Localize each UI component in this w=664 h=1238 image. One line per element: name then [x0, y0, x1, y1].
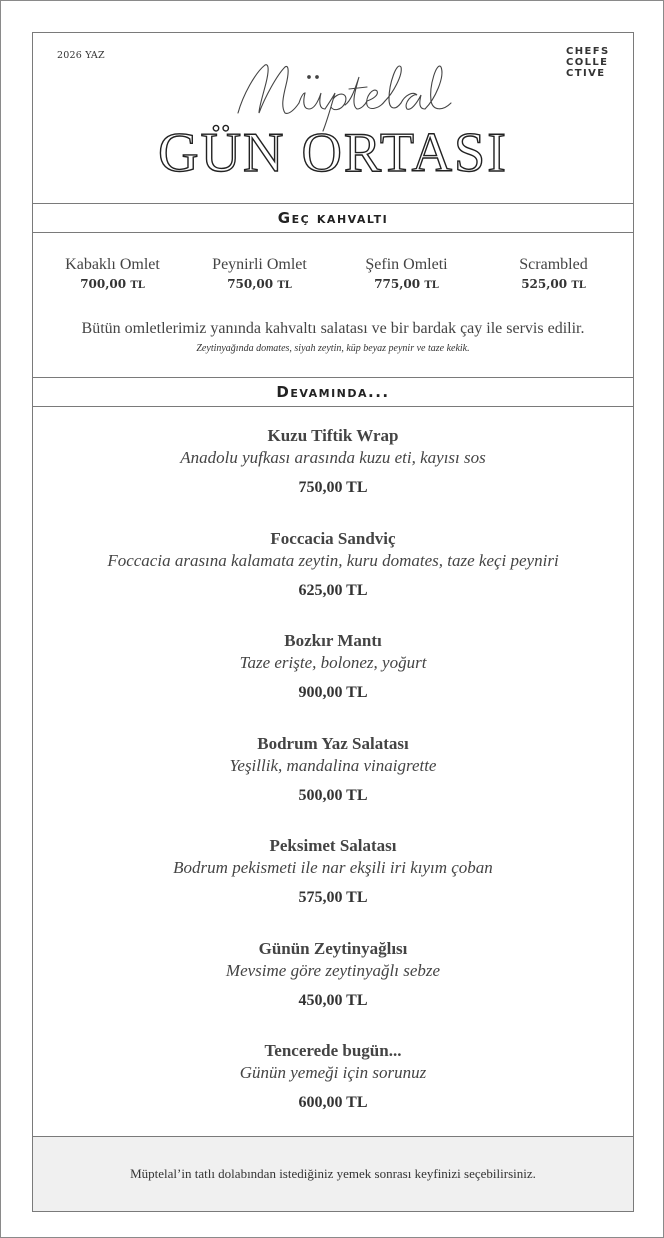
- dish-price: 600,00 TL: [298, 1094, 368, 1111]
- section-heading-mains: Devamında...: [33, 377, 633, 407]
- item-price: [39, 277, 186, 291]
- item-price: [333, 277, 480, 291]
- dish-price: 900,00 TL: [298, 684, 368, 701]
- dish-description: Mevsime göre zeytinyağlı sebze: [225, 960, 441, 980]
- page-title: GÜN ORTASI: [158, 122, 508, 184]
- brand-line: COLLE: [566, 57, 609, 68]
- list-item: [33, 630, 633, 733]
- dish-price: 750,00 TL: [298, 479, 368, 496]
- dish-description: Bodrum pekismeti ile nar ekşili iri kıyım çoban: [173, 858, 493, 877]
- dish-description: Yeşillik, mandalina vinaigrette: [229, 755, 437, 775]
- dish-price: 500,00 TL: [298, 786, 368, 804]
- dish-description: Anadolu yufkası arasında kuzu eti, kayısı sos: [180, 448, 486, 467]
- dish-name: Foccacia Sandviç: [270, 528, 396, 548]
- brand-line: CTIVE: [566, 68, 606, 79]
- list-item: [480, 256, 627, 291]
- price-currency: TL: [424, 280, 439, 291]
- price-currency: TL: [130, 280, 145, 291]
- dish-price: 450,00 TL: [298, 991, 368, 1009]
- item-name: Şefin Omleti: [365, 256, 448, 273]
- list-item: [333, 256, 480, 291]
- footer-text: Müptelal’in tatlı dolabından istediğiniz yemek sonrası keyfinizi seçebilirsiniz.: [130, 1166, 536, 1181]
- season-label: 2026 YAZ: [57, 50, 105, 61]
- list-item: [33, 528, 633, 631]
- list-item: [33, 835, 633, 938]
- list-item: [186, 256, 333, 291]
- dish-description: Günün yemeği için sorunuz: [239, 1063, 427, 1082]
- price-value: 775,00: [374, 277, 421, 291]
- dish-description: Foccacia arasına kalamata zeytin, kuru domates, taze keçi peyniri: [107, 550, 559, 570]
- item-name: Scrambled: [519, 256, 588, 273]
- dish-name: Tencerede bugün...: [264, 1041, 402, 1060]
- dish-name: Bozkır Mantı: [284, 631, 382, 650]
- brand-line: CHEFS: [566, 46, 610, 57]
- dish-list: [33, 425, 633, 1143]
- dish-name: Günün Zeytinyağlısı: [258, 938, 408, 958]
- list-item: [33, 733, 633, 836]
- item-price: [186, 277, 333, 291]
- price-value: 525,00: [521, 277, 568, 291]
- breakfast-note: Bütün omletlerimiz yanında kahvaltı salatası ve bir bardak çay ile servis edilir.: [81, 320, 585, 337]
- dish-name: Peksimet Salatası: [269, 836, 397, 855]
- item-name: Kabaklı Omlet: [65, 256, 160, 273]
- dish-name: Bodrum Yaz Salatası: [257, 733, 409, 753]
- price-currency: TL: [277, 280, 292, 291]
- item-price: [480, 277, 627, 291]
- menu-card: [32, 32, 634, 1212]
- dish-price: 575,00 TL: [298, 889, 368, 906]
- price-value: 750,00: [227, 277, 274, 291]
- list-item: [33, 1040, 633, 1143]
- section-heading-breakfast: Geç kahvaltı: [33, 203, 633, 233]
- dish-description: Taze erişte, bolonez, yoğurt: [239, 653, 427, 672]
- omelette-list: [39, 256, 627, 291]
- dish-name: Kuzu Tiftik Wrap: [267, 426, 399, 445]
- list-item: [33, 425, 633, 528]
- price-value: 700,00: [80, 277, 127, 291]
- footer-note: [33, 1136, 633, 1211]
- price-currency: TL: [571, 280, 586, 291]
- list-item: [33, 938, 633, 1041]
- list-item: [39, 256, 186, 291]
- dish-price: 625,00 TL: [298, 581, 368, 599]
- breakfast-subnote: Zeytinyağında domates, siyah zeytin, küp beyaz peynir ve taze kekik.: [196, 343, 470, 354]
- item-name: Peynirli Omlet: [212, 256, 307, 273]
